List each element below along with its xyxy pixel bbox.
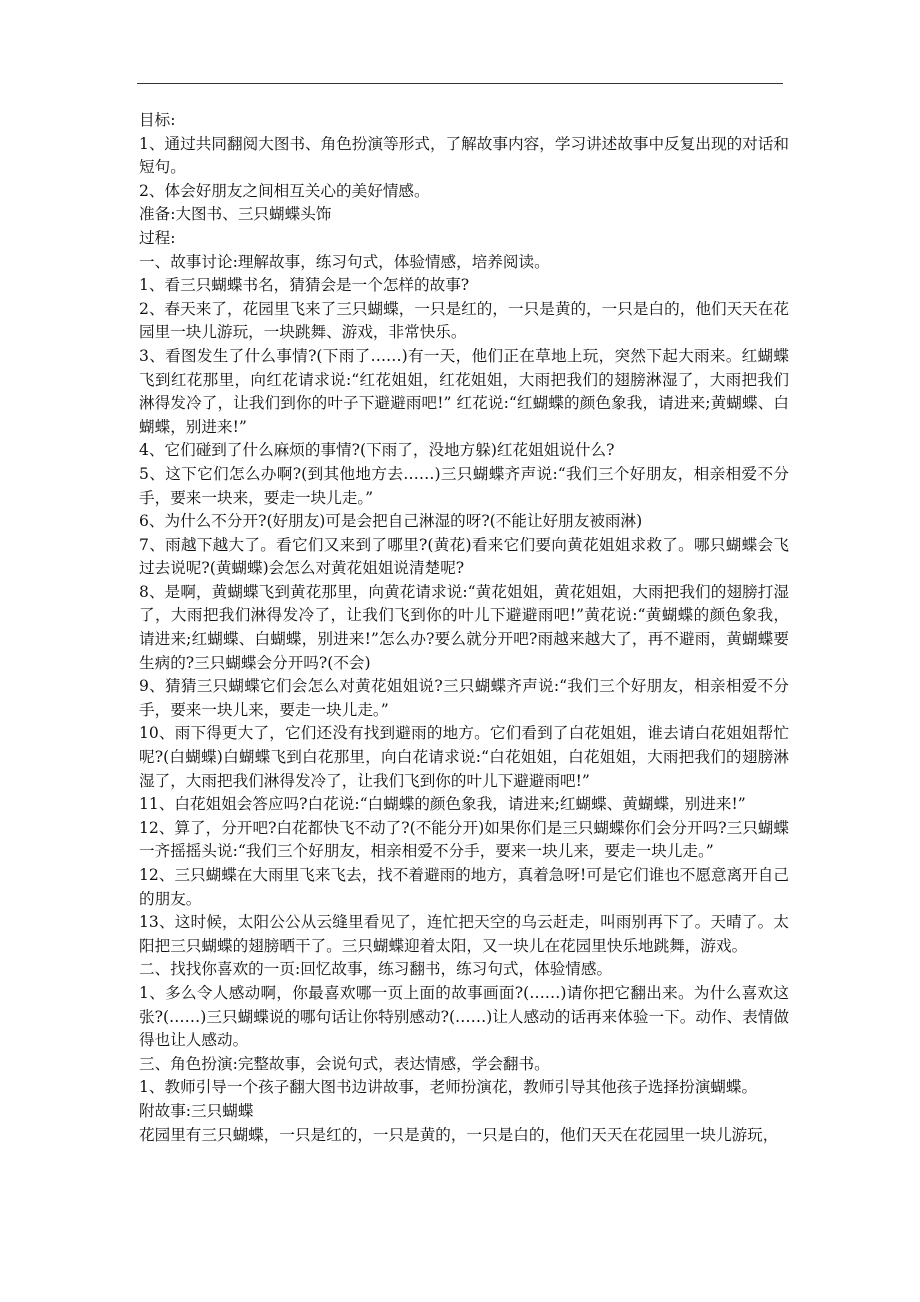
step-paragraph: 10、雨下得更大了，它们还没有找到避雨的地方。它们看到了白花姐姐，谁去请白花姐姐帮忙呢?(白蝴蝶)白蝴蝶飞到白花那里，向白花请求说:“白花姐姐，白花姐姐，大雨把我们的翅膀淋湿了，大雨把我们淋得发冷了，让我们飞到你的叶儿下避避雨吧!”	[139, 724, 789, 790]
step-paragraph: 13、这时候，太阳公公从云缝里看见了，连忙把天空的乌云赶走，叫雨别再下了。天晴了。太阳把三只蝴蝶的翅膀晒干了。三只蝴蝶迎着太阳，又一块儿在花园里快乐地跳舞，游戏。	[139, 913, 789, 955]
step-paragraph: 9、猜猜三只蝴蝶它们会怎么对黄花姐姐说?三只蝴蝶齐声说:“我们三个好朋友，相亲相爱不分手，要来一块儿来，要走一块儿走。”	[139, 677, 789, 719]
step-paragraph: 6、为什么不分开?(好朋友)可是会把自己淋湿的呀?(不能让好朋友被雨淋)	[139, 512, 643, 531]
step-paragraph: 12、算了，分开吧?白花都快飞不动了?(不能分开)如果你们是三只蝴蝶你们会分开吗?三只蝴蝶一齐摇摇头说:“我们三个好朋友，相亲相爱不分手，要来一块儿来，要走一块儿走。”	[139, 818, 789, 861]
step-paragraph: 5、这下它们怎么办啊?(到其他地方去……)三只蝴蝶齐声说:“我们三个好朋友，相亲相爱不分手，要来一块来，要走一块儿走。”	[139, 464, 789, 507]
step-paragraph: 11、白花姐姐会答应吗?白花说:“白蝴蝶的颜色象我，请进来;红蝴蝶、黄蝴蝶，别进来!”	[139, 795, 746, 814]
section-heading-2: 二、找找你喜欢的一页:回忆故事，练习翻书，练习句式，体验情感。	[139, 960, 613, 979]
step-paragraph: 1、看三只蝴蝶书名，猜猜会是一个怎样的故事?	[139, 276, 470, 295]
step-paragraph: 4、它们碰到了什么麻烦的事情?(下雨了，没地方躲)红花姐姐说什么?	[139, 441, 615, 460]
step-paragraph: 2、春天来了，花园里飞来了三只蝴蝶，一只是红的，一只是黄的，一只是白的，他们天天在花园里一块儿游玩，一块跳舞、游戏，非常快乐。	[139, 299, 789, 342]
goal-item-1: 1、通过共同翻阅大图书、角色扮演等形式，了解故事内容，学习讲述故事中反复出现的对话和短句。	[139, 134, 789, 177]
preparation-line: 准备:大图书、三只蝴蝶头饰	[139, 205, 332, 224]
step-paragraph: 1、多么令人感动啊，你最喜欢哪一页上面的故事画面?(……)请你把它翻出来。为什么喜欢这张?(……)三只蝴蝶说的哪句话让你特别感动?(……)让人感动的话再来体验一下。动作、表情做得也让人感动。	[139, 983, 789, 1050]
section-heading-1: 一、故事讨论:理解故事，练习句式，体验情感，培养阅读。	[139, 252, 550, 271]
goal-item-2: 2、体会好朋友之间相互关心的美好情感。	[139, 181, 430, 200]
document-body	[139, 109, 789, 1147]
step-paragraph: 1、教师引导一个孩子翻大图书边讲故事，老师扮演花，教师引导其他孩子选择扮演蝴蝶。	[139, 1078, 758, 1097]
step-paragraph: 8、是啊，黄蝴蝶飞到黄花那里，向黄花请求说:“黄花姐姐，黄花姐姐，大雨把我们的翅膀打湿了，大雨把我们淋得发冷了，让我们飞到你的叶儿下避避雨吧!”黄花说:“黄蝴蝶的颜色象我，请进来;红蝴蝶、白蝴蝶，别进来!”怎么办?要么就分开吧?雨越来越大了，再不避雨，黄蝴蝶要生病的?三只蝴蝶会分开吗?(不会)	[139, 582, 789, 672]
appendix-title: 附故事:三只蝴蝶	[139, 1101, 254, 1120]
step-paragraph: 12、三只蝴蝶在大雨里飞来飞去，找不着避雨的地方，真着急呀!可是它们谁也不愿意离开自己的朋友。	[139, 866, 789, 908]
header-rule	[137, 83, 783, 84]
section-heading-3: 三、角色扮演:完整故事，会说句式，表达情感，学会翻书。	[139, 1054, 550, 1073]
story-paragraph: 花园里有三只蝴蝶，一只是红的，一只是黄的，一只是白的，他们天天在花园里一块儿游玩，	[139, 1125, 779, 1144]
heading-goals: 目标:	[139, 111, 176, 129]
step-paragraph: 3、看图发生了什么事情?(下雨了……)有一天，他们正在草地上玩，突然下起大雨来。红蝴蝶飞到红花那里，向红花请求说:“红花姐姐，红花姐姐，大雨把我们的翅膀淋湿了，大雨把我们淋得发冷了，让我们到你的叶子下避避雨吧!” 红花说:“红蝴蝶的颜色象我，请进来;黄蝴蝶、白蝴蝶，别进来!”	[139, 346, 789, 436]
step-paragraph: 7、雨越下越大了。看它们又来到了哪里?(黄花)看来它们要向黄花姐姐求救了。哪只蝴蝶会飞过去说呢?(黄蝴蝶)会怎么对黄花姐姐说清楚呢?	[139, 535, 789, 578]
heading-process: 过程:	[139, 228, 176, 247]
